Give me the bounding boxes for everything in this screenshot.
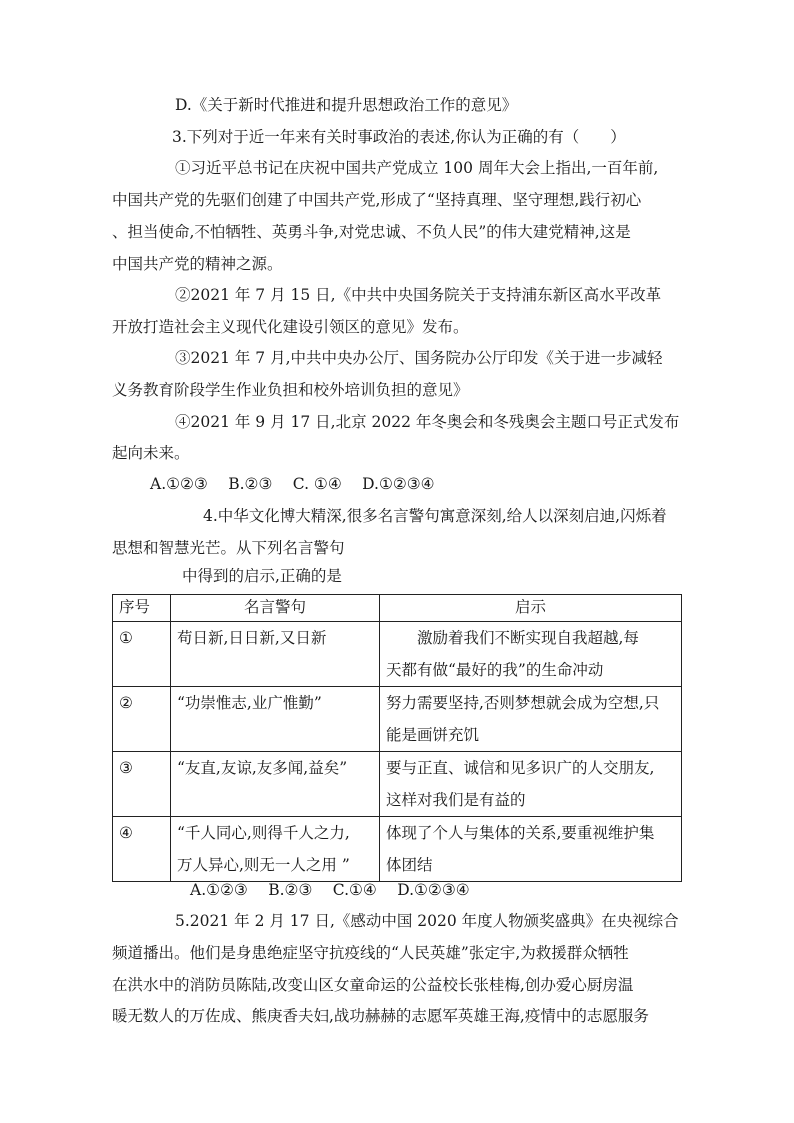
header-saying: 名言警句 [171, 595, 380, 622]
question-5-stem-line-4: 暖无数人的万佐成、熊庚香夫妇,战功赫赫的志愿军英雄王海,疫情中的志愿服务 [112, 1007, 649, 1025]
saying-text: “友直,友谅,友多闻,益矣” [177, 759, 348, 777]
saying-text: 苟日新,日日新,又日新 [177, 629, 327, 647]
header-number: 序号 [113, 595, 171, 622]
option-d-line: D.《关于新时代推进和提升思想政治工作的意见》 [175, 96, 518, 114]
header-insight: 启示 [380, 595, 682, 622]
table-header-row [113, 595, 682, 622]
row-insight [380, 752, 682, 817]
statement-1-line-2: 中国共产党的先驱们创建了中国共产党,形成了“坚持真理、坚守理想,践行初心 [112, 191, 642, 209]
statement-4-line-1: ④2021 年 9 月 17 日,北京 2022 年冬奥会和冬残奥会主题口号正式发布 [175, 413, 680, 431]
insight-text: 体团结 [386, 856, 433, 874]
insight-text: 这样对我们是有益的 [386, 791, 526, 809]
question-4-stem-line-1: 4.中华文化博大精深,很多名言警句寓意深刻,给人以深刻启迪,闪烁着 [203, 507, 667, 525]
statement-2-line-2: 开放打造社会主义现代化建设引领区的意见》发布。 [112, 318, 469, 336]
question-4-options: A.①②③ B.②③ C.①④ D.①②③④ [190, 881, 470, 899]
row-number: ② [113, 687, 171, 752]
statement-2-line-1: ②2021 年 7 月 15 日,《中共中央国务院关于支持浦东新区高水平改革 [175, 286, 662, 304]
insight-text: 体现了个人与集体的关系,要重视维护集 [386, 824, 655, 842]
row-saying [171, 622, 380, 687]
question-4-stem-line-3: 中得到的启示,正确的是 [182, 567, 342, 585]
insight-text: 能是画饼充饥 [386, 726, 480, 744]
table-row [113, 622, 682, 687]
saying-text: “功崇惟志,业广惟勤” [177, 694, 322, 712]
row-number: ③ [113, 752, 171, 817]
statement-1-line-4: 中国共产党的精神之源。 [112, 255, 283, 273]
statement-1-line-1: ①习近平总书记在庆祝中国共产党成立 100 周年大会上指出,一百年前, [175, 159, 659, 177]
question-3-options: A.①②③ B.②③ C. ①④ D.①②③④ [150, 475, 435, 493]
statement-4-line-2: 起向未来。 [112, 444, 190, 462]
insight-text: 天都有做“最好的我”的生命冲动 [386, 661, 604, 679]
table-row [113, 817, 682, 882]
insight-text: 要与正直、诚信和见多识广的人交朋友, [386, 759, 655, 777]
row-saying [171, 687, 380, 752]
question-3-stem: 3.下列对于近一年来有关时事政治的表述,你认为正确的有（ ） [172, 128, 626, 146]
saying-text: 万人异心,则无一人之用 ” [177, 856, 350, 874]
question-4-stem-line-2: 思想和智慧光芒。从下列名言警句 [112, 539, 345, 557]
sayings-table [112, 594, 682, 882]
question-5-stem-line-1: 5.2021 年 2 月 17 日,《感动中国 2020 年度人物颁奖盛典》在央视综合 [175, 912, 679, 930]
question-5-stem-line-3: 在洪水中的消防员陈陆,改变山区女童命运的公益校长张桂梅,创办爱心厨房温 [112, 976, 634, 994]
row-number: ① [113, 622, 171, 687]
insight-text: 激励着我们不断实现自我超越,每 [386, 629, 639, 647]
row-saying [171, 817, 380, 882]
row-insight [380, 687, 682, 752]
table-row [113, 752, 682, 817]
row-number: ④ [113, 817, 171, 882]
table-row [113, 687, 682, 752]
statement-1-line-3: 、担当使命,不怕牺牲、英勇斗争,对党忠诚、不负人民”的伟大建党精神,这是 [112, 223, 631, 241]
statement-3-line-2: 义务教育阶段学生作业负担和校外培训负担的意见》 [112, 381, 469, 399]
row-insight [380, 817, 682, 882]
saying-text: “千人同心,则得千人之力, [177, 824, 350, 842]
question-5-stem-line-2: 频道播出。他们是身患绝症坚守抗疫线的“人民英雄”张定宇,为救援群众牺牲 [112, 944, 629, 962]
row-insight [380, 622, 682, 687]
statement-3-line-1: ③2021 年 7 月,中共中央办公厅、国务院办公厅印发《关于进一步减轻 [175, 349, 663, 367]
row-saying [171, 752, 380, 817]
insight-text: 努力需要坚持,否则梦想就会成为空想,只 [386, 694, 660, 712]
